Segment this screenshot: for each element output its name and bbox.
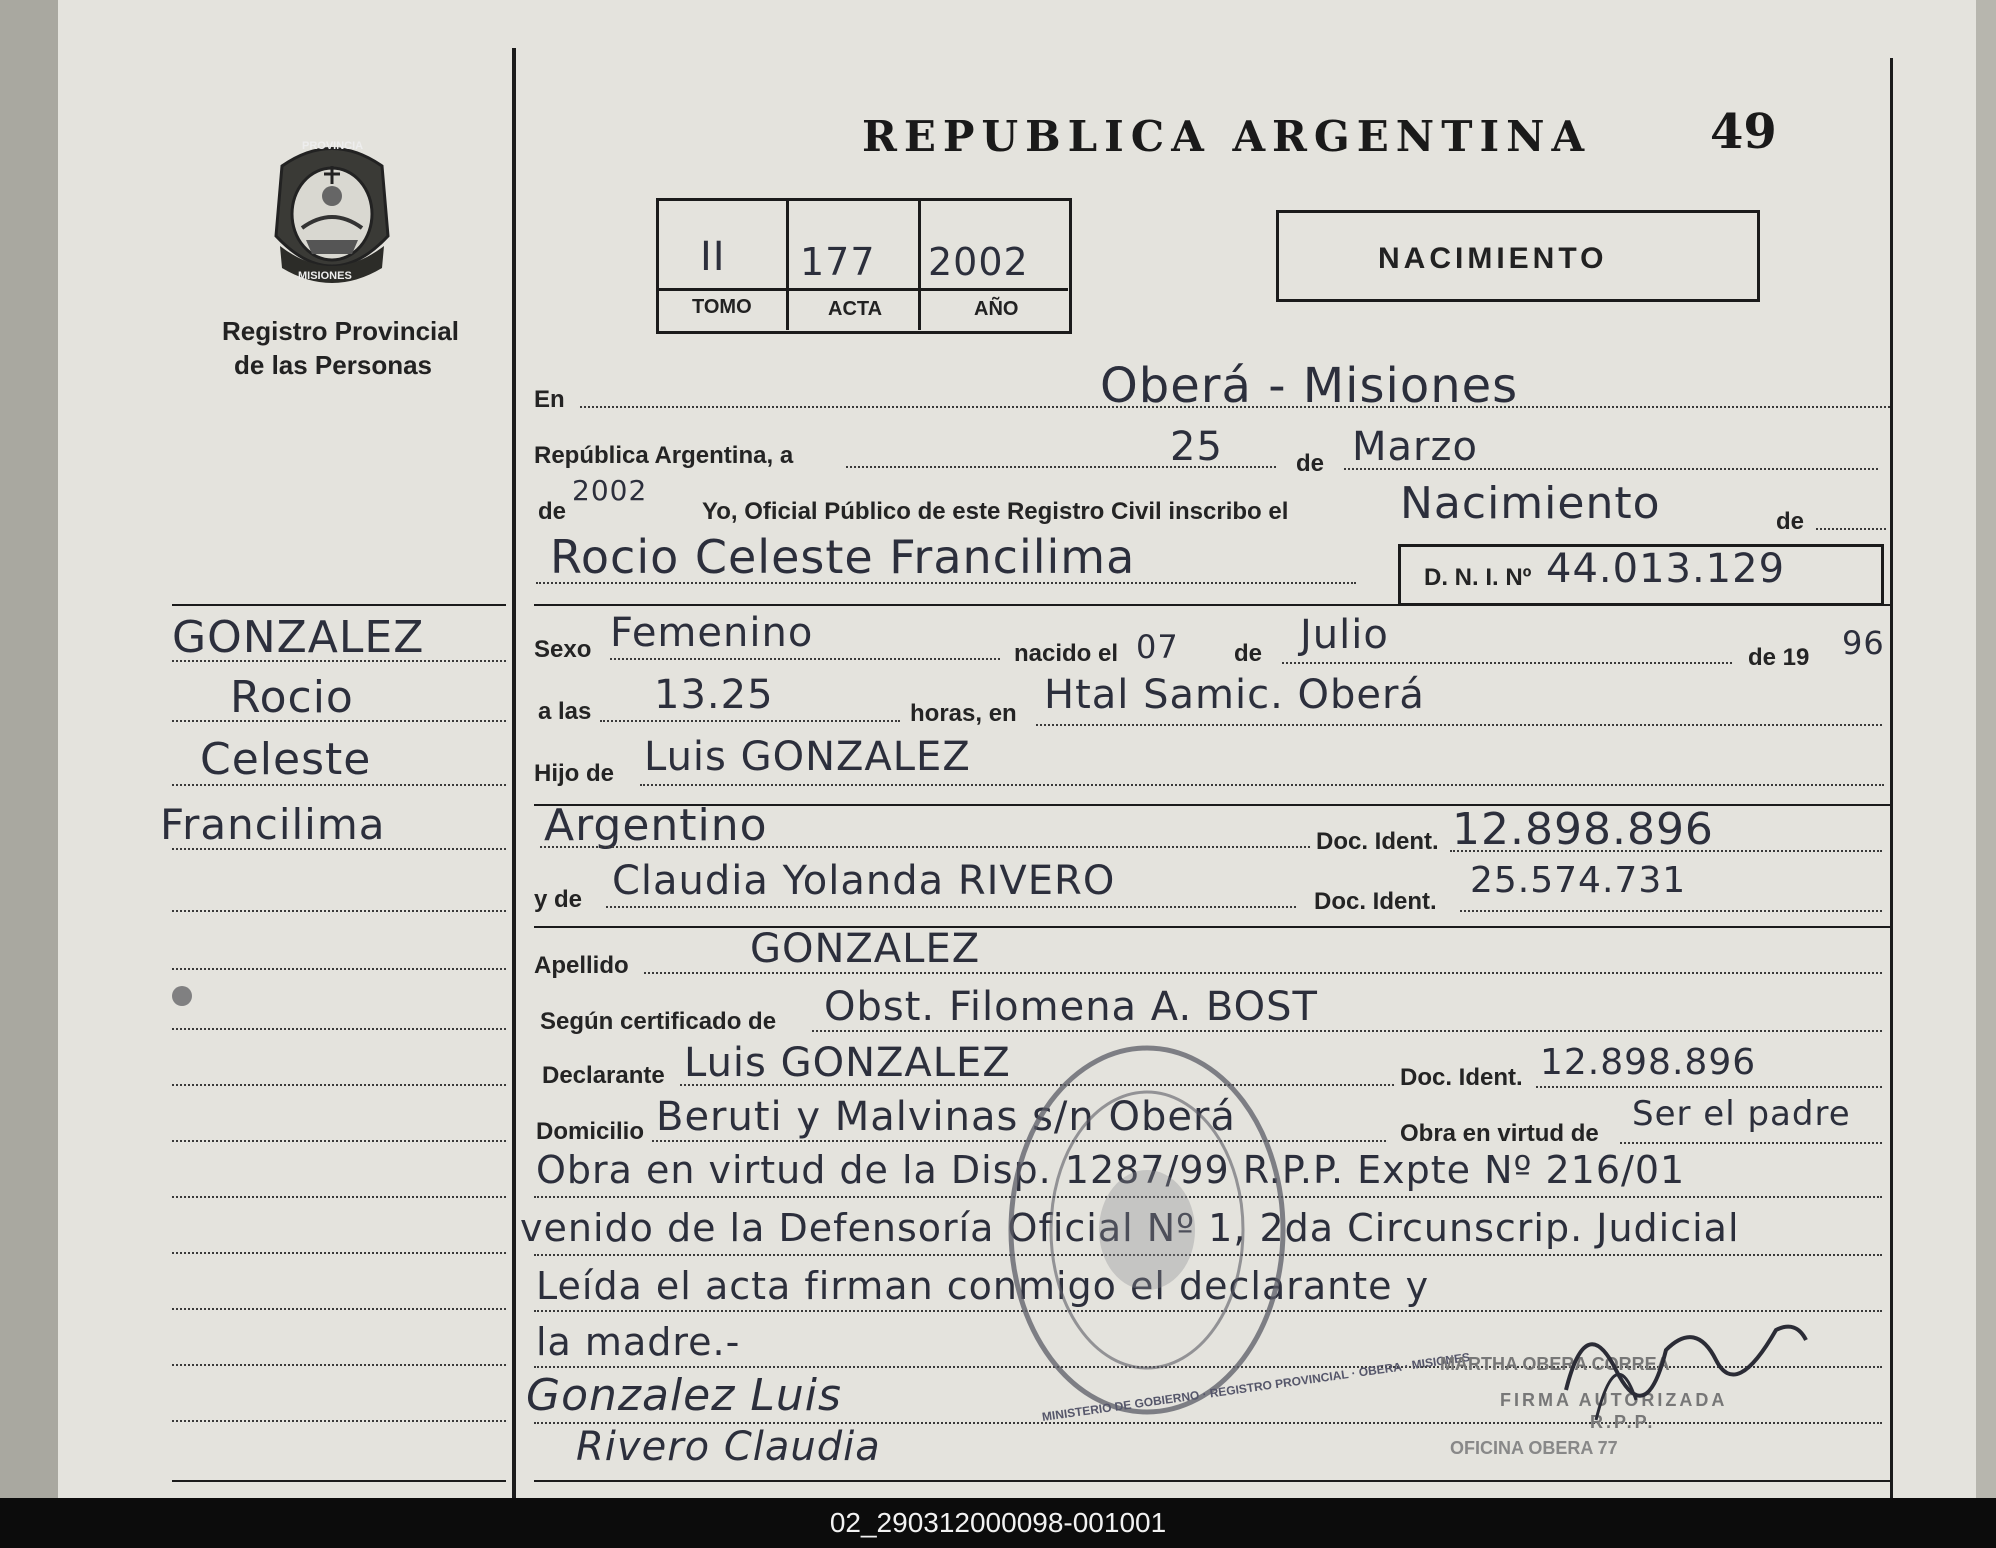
line-mother — [606, 906, 1296, 908]
margin-rule — [172, 604, 506, 606]
emblem-bottom-text: MISIONES — [298, 270, 352, 282]
line-surname — [644, 972, 1882, 974]
note-line-4: la madre.- — [536, 1320, 741, 1364]
margin-line — [172, 660, 506, 662]
margin-line — [172, 1420, 506, 1422]
value-mother-doc: 25.574.731 — [1470, 860, 1687, 901]
value-birth-year: 96 — [1842, 624, 1885, 662]
signature-father: Gonzalez Luis — [526, 1370, 842, 1421]
provincial-coat-of-arms-icon — [262, 136, 402, 292]
authorized-office: R.P.P. — [1590, 1412, 1656, 1432]
margin-line — [172, 910, 506, 912]
label-y-de: y de — [534, 886, 583, 913]
value-nationality: Argentino — [544, 800, 768, 851]
label-republica: República Argentina, a — [534, 442, 794, 469]
line-sex — [610, 658, 1000, 660]
margin-name3: Francilima — [160, 800, 386, 849]
line-certificate — [812, 1030, 1882, 1032]
label-a-las: a las — [538, 698, 592, 725]
label-domicilio: Domicilio — [536, 1118, 645, 1145]
value-mother: Claudia Yolanda RIVERO — [612, 858, 1116, 904]
margin-line — [172, 1140, 506, 1142]
record-box-divider — [786, 200, 789, 330]
tomo-label: TOMO — [692, 296, 752, 318]
acta-value: 177 — [800, 240, 876, 284]
margin-line — [172, 968, 506, 970]
margin-line — [172, 1252, 506, 1254]
note-line-2: venido de la Defensoría Oficial Nº 1, 2da Circunscrip. Judicial — [520, 1206, 1740, 1250]
value-day: 25 — [1170, 424, 1223, 470]
acta-label: ACTA — [828, 298, 883, 320]
book-spine — [0, 0, 58, 1498]
left-column-rule — [512, 48, 516, 1498]
margin-line — [172, 1084, 506, 1086]
value-place: Oberá - Misiones — [1100, 358, 1519, 414]
ink-spot — [172, 986, 192, 1006]
line-time — [600, 720, 900, 722]
line-birth-month — [1282, 662, 1732, 664]
label-hijo: Hijo de — [534, 760, 615, 787]
margin-line — [172, 1196, 506, 1198]
label-doc1: Doc. Ident. — [1316, 828, 1439, 855]
label-segun: Según certificado de — [540, 1008, 777, 1035]
label-sexo: Sexo — [534, 636, 592, 663]
label-obra: Obra en virtud de — [1400, 1120, 1599, 1147]
official-seal-stamp — [1004, 1040, 1290, 1420]
margin-line — [172, 1028, 506, 1030]
line-act — [1816, 528, 1886, 530]
record-box-rule — [658, 288, 1068, 291]
authorized-office-line: OFICINA OBERA 77 — [1450, 1438, 1618, 1458]
line-mother-doc — [1460, 910, 1882, 912]
value-year: 2002 — [572, 474, 648, 507]
line-nationality — [540, 846, 1310, 848]
value-birth-day: 07 — [1136, 628, 1179, 666]
value-dni: 44.013.129 — [1546, 546, 1786, 592]
tomo-value: II — [700, 234, 726, 280]
margin-rule — [172, 1480, 506, 1482]
value-address: Beruti y Malvinas s/n Oberá — [656, 1094, 1236, 1140]
margin-name1: Rocio — [230, 672, 354, 723]
margin-line — [172, 1308, 506, 1310]
margin-line — [172, 784, 506, 786]
label-dni: D. N. I. Nº — [1424, 564, 1532, 591]
value-birth-month: Julio — [1300, 612, 1389, 658]
value-surname: GONZALEZ — [750, 926, 981, 972]
registry-name-line2: de las Personas — [234, 350, 432, 380]
value-month: Marzo — [1352, 424, 1478, 470]
margin-line — [172, 720, 506, 722]
right-column-rule — [1890, 58, 1893, 1498]
margin-surname: GONZALEZ — [172, 612, 425, 663]
margin-name2: Celeste — [200, 734, 372, 785]
value-birth-time: 13.25 — [654, 672, 774, 718]
label-yo: Yo, Oficial Público de este Registro Civil inscribo el — [702, 498, 1289, 525]
seal-text: MINISTERIO DE GOBIERNO · REGISTRO PROVINCIAL · OBERA · MISIONES — [1041, 1350, 1471, 1424]
value-birth-place: Htal Samic. Oberá — [1044, 672, 1425, 718]
label-de1: de — [1296, 450, 1325, 477]
line-name — [536, 582, 1356, 584]
value-sex: Femenino — [610, 610, 814, 656]
rule — [534, 1480, 1890, 1482]
label-apellido: Apellido — [534, 952, 629, 979]
authorized-name: MARTHA OBERA CORREA — [1440, 1354, 1670, 1374]
label-doc3: Doc. Ident. — [1400, 1064, 1523, 1091]
authorized-label: FIRMA AUTORIZADA — [1500, 1390, 1728, 1410]
signature-mother: Rivero Claudia — [576, 1424, 881, 1470]
label-de3: de — [1234, 640, 1263, 667]
line-declarant-doc — [1536, 1086, 1882, 1088]
value-act: Nacimiento — [1400, 478, 1661, 529]
line-birth-place — [1036, 724, 1882, 726]
value-certificate: Obst. Filomena A. BOST — [824, 984, 1318, 1030]
line-by-virtue — [1620, 1142, 1882, 1144]
label-horas: horas, en — [910, 700, 1017, 727]
label-declarante: Declarante — [542, 1062, 665, 1089]
ano-value: 2002 — [928, 240, 1029, 284]
margin-line — [172, 1364, 506, 1366]
label-en: En — [534, 386, 565, 413]
note-line-1: Obra en virtud de la Disp. 1287/99 R.P.P. Expte Nº 216/01 — [536, 1148, 1686, 1192]
image-filename-bar: 02_290312000098-001001 — [0, 1498, 1996, 1548]
ano-label: AÑO — [974, 298, 1019, 320]
label-nacido: nacido el — [1014, 640, 1119, 667]
label-de-year: de — [538, 498, 567, 525]
rule — [534, 926, 1890, 928]
record-box-divider — [918, 200, 921, 330]
value-by-virtue: Ser el padre — [1632, 1094, 1851, 1134]
value-declarant-doc: 12.898.896 — [1540, 1042, 1757, 1083]
value-full-name: Rocio Celeste Francilima — [550, 530, 1136, 584]
value-father: Luis GONZALEZ — [644, 734, 971, 780]
value-declarant: Luis GONZALEZ — [684, 1040, 1011, 1086]
line-father — [640, 784, 1884, 786]
rule — [534, 604, 1890, 606]
page-number: 49 — [1710, 104, 1777, 160]
value-father-doc: 12.898.896 — [1452, 804, 1714, 855]
margin-line — [172, 848, 506, 850]
official-signature — [1556, 1300, 1816, 1430]
label-de19: de 19 — [1748, 644, 1810, 671]
book-edge — [1976, 0, 1996, 1498]
label-de2: de — [1776, 508, 1805, 535]
emblem-top-text: PROVINCIA — [302, 140, 364, 152]
note-line-3: Leída el acta firman conmigo el declarante y — [536, 1264, 1430, 1308]
registry-name-line1: Registro Provincial — [222, 316, 459, 346]
document-type: NACIMIENTO — [1378, 242, 1608, 275]
line-father-doc — [1450, 850, 1882, 852]
label-doc2: Doc. Ident. — [1314, 888, 1437, 915]
country-title: REPUBLICA ARGENTINA — [862, 112, 1592, 161]
